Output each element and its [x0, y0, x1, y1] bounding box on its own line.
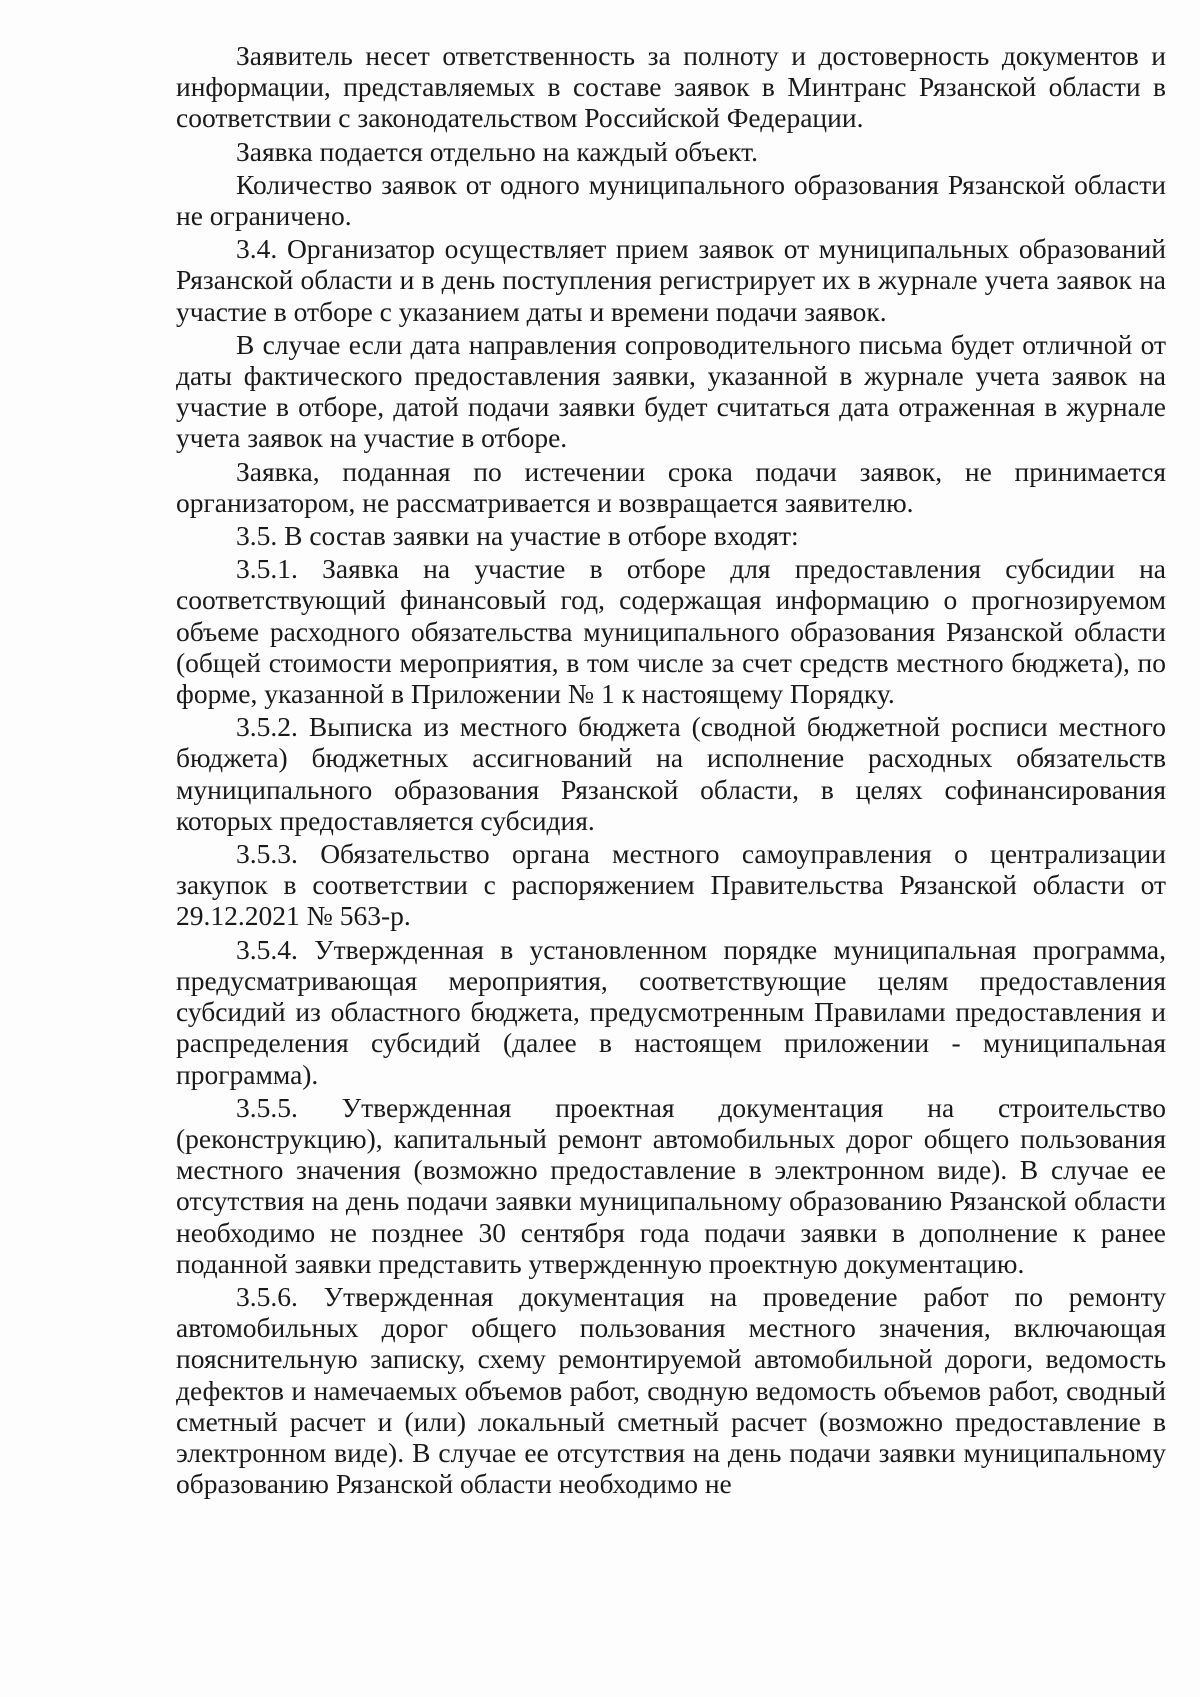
paragraph-one-per-object: Заявка подается отдельно на каждый объект.: [236, 135, 758, 167]
paragraph-3-5-1: 3.5.1. Заявка на участие в отборе для предоставления субсидии на соответствующий финансовый год, содержащая информацию о прогнозируемом объеме расходного обязательства муниципального образования Рязанской области (общей стоимости мероприятия, в том числе за счет средств местного бюджета), по форме, указанной в Приложении № 1 к настоящему Порядку.: [176, 553, 1166, 710]
paragraph-3-5-4: 3.5.4. Утвержденная в установленном порядке муниципальная программа, предусматривающая мероприятия, соответствующие целям предоставления субсидий из областного бюджета, предусмотренным Правилами предоставления и распределения субсидий (далее в настоящем приложении - муниципальная программа).: [176, 933, 1166, 1090]
paragraph-3-4: 3.4. Организатор осуществляет прием заявок от муниципальных образований Рязанской области и в день поступления регистрирует их в журнале учета заявок на участие в отборе с указанием даты и времени подачи заявок.: [176, 233, 1166, 327]
paragraph-3-5: 3.5. В состав заявки на участие в отборе входят:: [236, 520, 799, 552]
paragraph-3-5-6: 3.5.6. Утвержденная документация на проведение работ по ремонту автомобильных дорог общего пользования местного значения, включающая пояснительную записку, схему ремонтируемой автомобильной дороги, ведомость дефектов и намечаемых объемов работ, сводную ведомость объемов работ, сводный сметный расчет и (или) локальный сметный расчет (возможно предоставление в электронном виде). В случае ее отсутствия на день подачи заявки муниципальному образованию Рязанской области необходимо не: [176, 1280, 1166, 1500]
paragraph-unlimited-applications: Количество заявок от одного муниципального образования Рязанской области не ограничено.: [176, 168, 1166, 232]
document-body: [176, 40, 1166, 1501]
paragraph-3-5-2: 3.5.2. Выписка из местного бюджета (сводной бюджетной росписи местного бюджета) бюджетных ассигнований на исполнение расходных обязательств муниципального образования Рязанской области, в целях софинансирования которых предоставляется субсидия.: [176, 711, 1166, 836]
paragraph-late-application: Заявка, поданная по истечении срока подачи заявок, не принимается организатором, не рассматривается и возвращается заявителю.: [176, 455, 1166, 518]
paragraph-applicant-responsibility: Заявитель несет ответственность за полноту и достоверность документов и информации, представляемых в составе заявок в Минтранс Рязанской области в соответствии с законодательством Российской Федерации.: [176, 40, 1166, 134]
paragraph-3-5-3: 3.5.3. Обязательство органа местного самоуправления о централизации закупок в соответствии с распоряжением Правительства Рязанской области от 29.12.2021 № 563-р.: [176, 838, 1166, 932]
paragraph-3-5-5: 3.5.5. Утвержденная проектная документация на строительство (реконструкцию), капитальный ремонт автомобильных дорог общего пользования местного значения (возможно предоставление в электронном виде). В случае ее отсутствия на день подачи заявки муниципальному образованию Рязанской области необходимо не позднее 30 сентября года подачи заявки в дополнение к ранее поданной заявки представить утвержденную проектную документацию.: [176, 1091, 1166, 1279]
paragraph-cover-letter-date: В случае если дата направления сопроводительного письма будет отличной от даты фактического предоставления заявки, указанной в журнале учета заявок на участие в отборе, датой подачи заявки будет считаться дата отраженная в журнале учета заявок на участие в отборе.: [176, 328, 1166, 454]
